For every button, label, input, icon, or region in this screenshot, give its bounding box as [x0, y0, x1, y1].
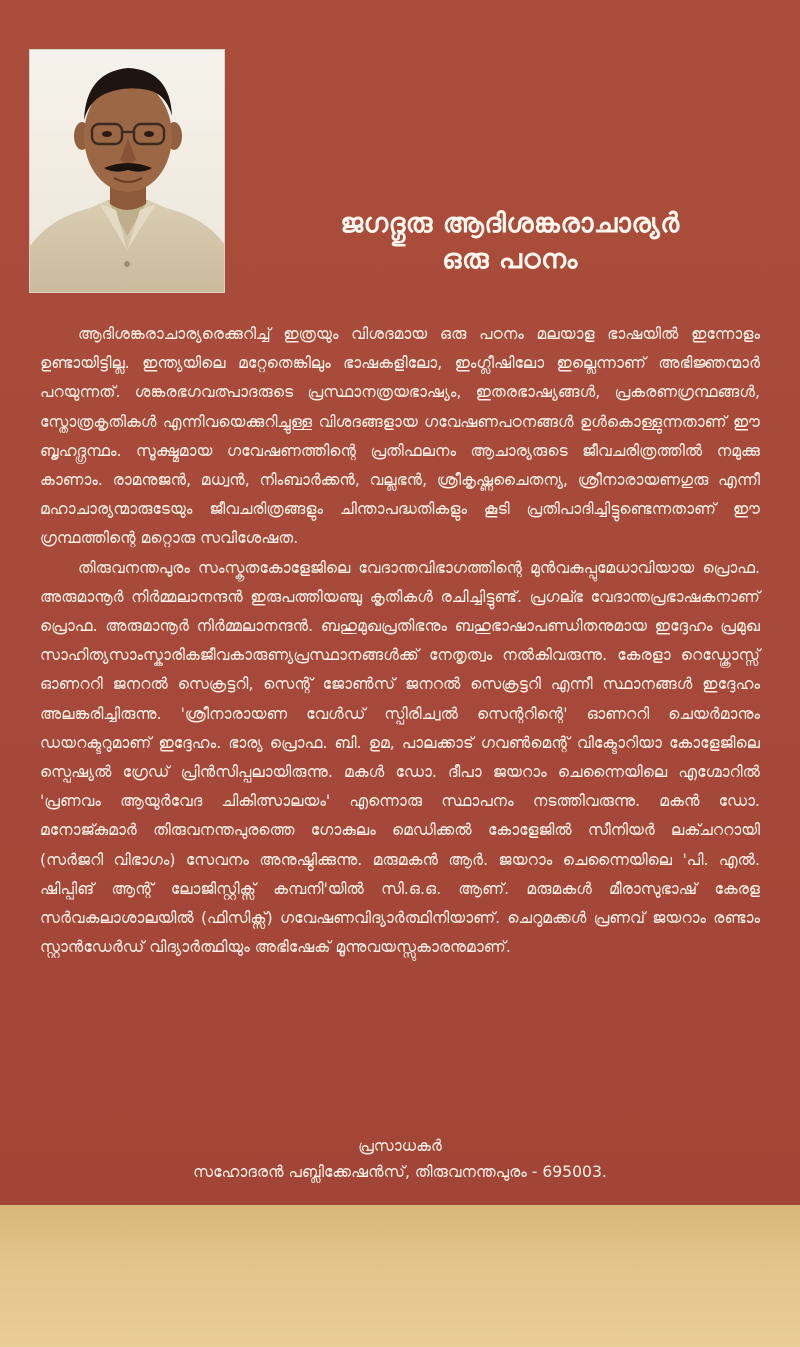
publisher-name-address: സഹോദരൻ പബ്ലിക്കേഷൻസ്, തിരുവനന്തപുരം - 695003. — [193, 1163, 607, 1181]
publisher-label: പ്രസാധകർ — [358, 1137, 442, 1155]
blurb-paragraph-1: ആദിശങ്കരാചാര്യരെക്കുറിച്ച് ഇത്രയും വിശദമായ ഒരു പഠനം മലയാള ഭാഷയിൽ ഇന്നോളം ഉണ്ടായിട്ടില്ല. ഇന്ത്യയിലെ മറ്റേതെങ്കിലും ഭാഷകളിലോ, ഇംഗ്ലീഷിലോ ഇല്ലെന്നാണ് അഭിജ്ഞന്മാർ പറയുന്നത്. ശങ്കരഭഗവത്പാദരുടെ പ്രസ്ഥാനത്രയഭാഷ്യം, ഇതരഭാഷ്യങ്ങൾ, പ്രകരണഗ്രന്ഥങ്ങൾ, സ്തോത്രകൃതികൾ എന്നിവയെക്കുറിച്ചുള്ള വിശദങ്ങളായ ഗവേഷണപഠനങ്ങൾ ഉൾകൊള്ളുന്നതാണ് ഈ ബൃഹദ്ഗ്രന്ഥം. സൂക്ഷ്മമായ ഗവേഷണത്തിന്റെ പ്രതിഫലനം ആചാര്യരുടെ ജീവചരിത്രത്തിൽ നമുക്കു കാണാം. രാമനുജൻ, മധ്വൻ, നിംബാർക്കൻ, വല്ലഭൻ, ശ്രീകൃഷ്ണചൈതന്യ, ശ്രീനാരായണഗുരു എന്നീ മഹാചാര്യന്മാരുടേയും ജീവചരിത്രങ്ങളും ചിന്താപദ്ധതികളും കൂടി പ്രതിപാദിച്ചിട്ടുണ്ടെന്നതാണ് ഈ ഗ്രന്ഥത്തിന്റെ മറ്റൊരു സവിശേഷത. — [40, 325, 760, 548]
publisher-info — [40, 1133, 760, 1185]
author-photo — [30, 50, 224, 292]
title-line-2: ഒരു പഠനം — [442, 244, 578, 275]
book-title — [240, 206, 780, 278]
blurb-paragraph-2: തിരുവനന്തപുരം സംസ്കൃതകോളേജിലെ വേദാന്തവിഭാഗത്തിന്റെ മുൻവകുപ്പുമേധാവിയായ പ്രൊഫ. അരുമാനൂർ നിർമ്മലാനന്ദൻ ഇരുപത്തിയഞ്ചു കൃതികൾ രചിച്ചിട്ടുണ്ട്. പ്രഗല്ഭ വേദാന്തപ്രഭാഷകനാണ് പ്രൊഫ. അരുമാനൂർ നിർമ്മലാനന്ദൻ. ബഹുമുഖപ്രതിഭനും ബഹുഭാഷാപണ്ഡിതനുമായ ഇദ്ദേഹം പ്രമുഖ സാഹിത്യസാംസ്കാരികജീവകാരുണ്യപ്രസ്ഥാനങ്ങൾക്ക് നേതൃത്വം നൽകിവരുന്നു. കേരളാ റെഡ്ക്രോസ്സ് ഓണററി ജനറൽ സെക്രട്ടറി, സെന്റ് ജോൺസ് ജനറൽ സെക്രട്ടറി എന്നീ സ്ഥാനങ്ങൾ ഇദ്ദേഹം അലങ്കരിച്ചിരുന്നു. 'ശ്രീനാരായണ വേൾഡ് സ്പിരിച്വൽ സെന്ററിന്റെ' ഓണററി ചെയർമാനും ഡയറക്ടറുമാണ് ഇദ്ദേഹം. ഭാര്യ പ്രൊഫ. ബി. ഉമ, പാലക്കാട് ഗവൺമെന്റ് വിക്ടോറിയാ കോളേജിലെ സ്പെഷ്യൽ ഗ്രേഡ് പ്രിൻസിപ്പലായിരുന്നു. മകൾ ഡോ. ദീപാ ജയറാം ചെന്നൈയിലെ എഗ്മോറിൽ 'പ്രണവം ആയുർവേദ ചികിത്സാലയം' എന്നൊരു സ്ഥാപനം നടത്തിവരുന്നു. മകൻ ഡോ. മനോജ്കുമാർ തിരുവനന്തപുരത്തെ ഗോകുലം മെഡിക്കൽ കോളേജിൽ സീനിയർ ലക്ചററായി (സർജറി വിഭാഗം) സേവനം അനുഷ്ഠിക്കുന്നു. മരുമകൻ ആർ. ജയറാം ചെന്നൈയിലെ 'പി. എൽ. ഷിപ്പിങ് ആന്റ് ലോജിസ്റ്റിക്സ് കമ്പനി'യിൽ സി.ഒ.ഒ. ആണ്. മരുമകൾ മീരാസുഭാഷ് കേരള സർവകലാശാലയിൽ (ഫിസിക്സ്) ഗവേഷണവിദ്യാർത്ഥിനിയാണ്. ചെറുമക്കൾ പ്രണവ് ജയറാം രണ്ടാം സ്റ്റാൻഡേർഡ് വിദ്യാർത്ഥിയും അഭിഷേക് മൂന്നുവയസ്സുകാരനുമാണ്. — [40, 558, 760, 957]
bottom-color-band — [0, 1205, 800, 1347]
title-line-1: ജഗദ്ഗുരു ആദിശങ്കരാചാര്യർ — [340, 208, 680, 239]
blurb-text — [40, 320, 760, 962]
